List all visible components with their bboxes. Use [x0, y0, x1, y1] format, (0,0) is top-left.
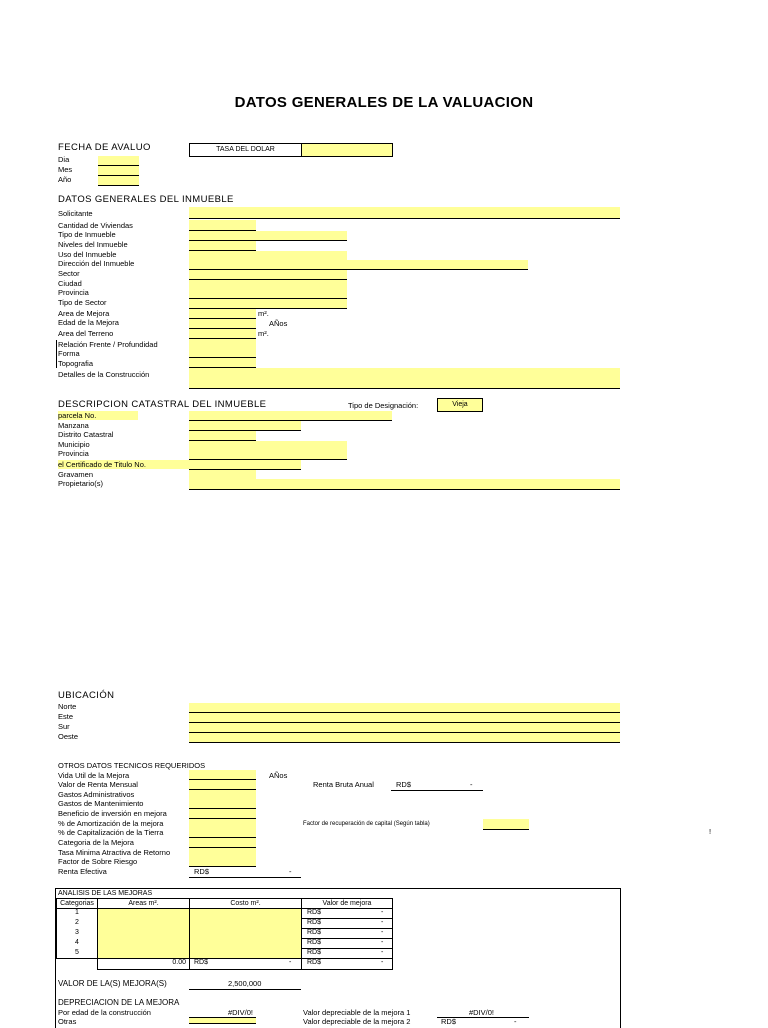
norte-label: Norte: [58, 702, 77, 711]
valor-1-currency: RD$: [307, 909, 322, 916]
dep2-label: Valor depreciable de la mejora 2: [303, 1017, 411, 1026]
cat-5: 5: [75, 949, 79, 956]
por-edad-label: Por edad de la construcción: [58, 1008, 151, 1017]
sobre-riesgo-label: Factor de Sobre Riesgo: [58, 857, 138, 866]
tipo-sector-label: Tipo de Sector: [58, 298, 107, 307]
tipo-designacion-select[interactable]: Vieja: [437, 398, 483, 412]
areas-input-column[interactable]: [97, 908, 190, 959]
renta-mensual-field[interactable]: [189, 780, 256, 790]
cat-1: 1: [75, 909, 79, 916]
dia-label: Dia: [58, 155, 70, 164]
col-valor: Valor de mejora: [301, 898, 393, 909]
propietario-field[interactable]: [189, 479, 620, 490]
manzana-field[interactable]: [189, 421, 301, 431]
detalles-field[interactable]: [189, 368, 620, 389]
gravamen-label: Gravamen: [58, 470, 94, 479]
costo-input-column[interactable]: [189, 908, 302, 959]
solicitante-field[interactable]: [189, 207, 620, 219]
mejoras-heading: ANALISIS DE LAS MEJORAS: [58, 890, 153, 897]
forma-field[interactable]: [189, 348, 256, 358]
valor-mejoras-label: VALOR DE LA(S) MEJORA(S): [58, 979, 167, 988]
capitalizacion-field[interactable]: [189, 828, 256, 838]
inmueble-heading: DATOS GENERALES DEL INMUEBLE: [58, 194, 234, 205]
vida-util-unit: AÑos: [269, 771, 288, 780]
renta-mensual-label: Valor de Renta Mensual: [58, 780, 138, 789]
niveles-field[interactable]: [189, 241, 256, 251]
direccion-field[interactable]: [189, 260, 528, 270]
edad-mejora-unit: AÑos: [269, 319, 288, 328]
oeste-field[interactable]: [189, 733, 620, 743]
valor-3-currency: RD$: [307, 929, 322, 936]
otras-field[interactable]: [189, 1018, 256, 1024]
tasa-dolar-label: TASA DEL DOLAR: [189, 143, 302, 157]
manzana-label: Manzana: [58, 421, 89, 430]
categoria-field[interactable]: [189, 838, 256, 848]
gastos-admin-label: Gastos Administrativos: [58, 790, 135, 799]
propietario-label: Propietario(s): [58, 479, 104, 488]
tipo-designacion-label: Tipo de Designación:: [348, 401, 419, 410]
topografia-field[interactable]: [189, 358, 256, 368]
sur-label: Sur: [58, 722, 70, 731]
total-area: 0.00: [172, 959, 186, 966]
valor-mejoras-value: 2,500,000: [228, 979, 262, 988]
dia-field[interactable]: [98, 156, 139, 166]
renta-efectiva-label: Renta Efectiva: [58, 867, 107, 876]
gastos-mant-label: Gastos de Mantenimiento: [58, 799, 144, 808]
sector-label: Sector: [58, 269, 80, 278]
capitalizacion-label: % de Capitalización de la Tierra: [58, 828, 164, 837]
mes-field[interactable]: [98, 166, 139, 176]
certificado-label: el Certificado de Titulo No.: [58, 460, 189, 469]
catastral-provincia-field[interactable]: [189, 450, 347, 460]
catastral-provincia-label: Provincia: [58, 449, 89, 458]
row-marker: [56, 340, 57, 368]
cat-2: 2: [75, 919, 79, 926]
side-mark: !: [709, 827, 712, 836]
valor-2-currency: RD$: [307, 919, 322, 926]
sur-field[interactable]: [189, 723, 620, 733]
valor-4-currency: RD$: [307, 939, 322, 946]
solicitante-label: Solicitante: [58, 209, 93, 218]
col-categorias: Categorias: [56, 898, 98, 909]
relacion-label: Relación Frente / Profundidad: [58, 340, 158, 349]
col-costo: Costo m².: [189, 898, 302, 909]
valor-5-currency: RD$: [307, 949, 322, 956]
parcela-field[interactable]: [189, 411, 392, 421]
cat-4: 4: [75, 939, 79, 946]
otras-label: Otras: [58, 1017, 77, 1026]
distrito-label: Distrito Catastral: [58, 430, 114, 439]
tasa-dolar-field[interactable]: [301, 143, 393, 157]
vida-util-field[interactable]: [189, 770, 256, 780]
tipo-inmueble-label: Tipo de Inmueble: [58, 230, 116, 239]
edad-mejora-field[interactable]: [189, 319, 256, 329]
total-cost-currency: RD$: [194, 959, 209, 966]
renta-efectiva-currency: RD$: [194, 867, 210, 876]
amortizacion-label: % de Amortización de la mejora: [58, 819, 164, 828]
sector-field[interactable]: [189, 270, 347, 280]
parcela-label: parcela No.: [58, 411, 138, 420]
renta-efectiva-value: -: [289, 867, 292, 876]
area-mejora-field[interactable]: [189, 309, 256, 319]
direccion-label: Dirección del Inmueble: [58, 259, 135, 268]
dep2-currency: RD$: [441, 1017, 457, 1026]
detalles-label: Detalles de la Construcción: [58, 370, 150, 379]
este-label: Este: [58, 712, 74, 721]
ciudad-label: Ciudad: [58, 279, 82, 288]
area-mejora-label: Area de Mejora: [58, 309, 110, 318]
total-valor-currency: RD$: [307, 959, 322, 966]
valor-5-value: -: [381, 949, 384, 956]
total-cost-value: -: [289, 959, 292, 966]
certificado-field[interactable]: [189, 460, 301, 470]
valor-1-value: -: [381, 909, 384, 916]
tipo-inmueble-field[interactable]: [189, 231, 347, 241]
oeste-label: Oeste: [58, 732, 79, 741]
area-terreno-label: Area del Terreno: [58, 329, 114, 338]
beneficio-field[interactable]: [189, 809, 256, 819]
area-terreno-field[interactable]: [189, 329, 256, 339]
gastos-mant-field[interactable]: [189, 799, 256, 809]
provincia-field[interactable]: [189, 289, 347, 299]
vida-util-label: Vida Util de la Mejora: [58, 771, 130, 780]
cantidad-viviendas-label: Cantidad de Viviendas: [58, 221, 133, 230]
norte-field[interactable]: [189, 703, 620, 713]
tecnicos-heading: OTROS DATOS TECNICOS REQUERIDOS: [58, 761, 206, 770]
renta-bruta-currency: RD$: [396, 780, 412, 789]
categoria-label: Categoria de la Mejora: [58, 838, 134, 847]
niveles-label: Niveles del Inmueble: [58, 240, 128, 249]
por-edad-value: #DIV/0!: [228, 1008, 254, 1017]
page-title: DATOS GENERALES DE LA VALUACION: [234, 94, 534, 111]
ubicacion-heading: UBICACIÓN: [58, 690, 115, 701]
valor-4-value: -: [381, 939, 384, 946]
factor-field[interactable]: [483, 819, 529, 830]
distrito-field[interactable]: [189, 431, 256, 441]
edad-mejora-label: Edad de la Mejora: [58, 318, 119, 327]
municipio-label: Municipio: [58, 440, 90, 449]
provincia-label: Provincia: [58, 288, 89, 297]
forma-label: Forma: [58, 349, 80, 358]
renta-bruta-value: -: [470, 780, 473, 789]
tasa-minima-label: Tasa Minima Atractiva de Retorno: [58, 848, 171, 857]
topografia-label: Topografia: [58, 359, 94, 368]
col-areas: Areas m².: [97, 898, 190, 909]
sobre-riesgo-field[interactable]: [189, 857, 256, 867]
dep2-value: -: [514, 1017, 517, 1026]
este-field[interactable]: [189, 713, 620, 723]
area-mejora-unit: m².: [258, 309, 269, 318]
uso-label: Uso del Inmueble: [58, 250, 117, 259]
dep1-value: #DIV/0!: [469, 1008, 495, 1017]
cat-3: 3: [75, 929, 79, 936]
renta-bruta-label: Renta Bruta Anual: [313, 780, 374, 789]
valor-3-value: -: [381, 929, 384, 936]
dep1-label: Valor depreciable de la mejora 1: [303, 1008, 411, 1017]
factor-label: Factor de recuperación de capital (Según tabla): [303, 821, 430, 827]
tipo-sector-field[interactable]: [189, 299, 347, 309]
total-valor-value: -: [381, 959, 384, 966]
cantidad-viviendas-field[interactable]: [189, 220, 256, 231]
ano-field[interactable]: [98, 176, 139, 186]
valor-2-value: -: [381, 919, 384, 926]
beneficio-label: Beneficio de inversión en mejora: [58, 809, 167, 818]
catastral-heading: DESCRIPCION CATASTRAL DEL INMUEBLE: [58, 399, 267, 410]
area-terreno-unit: m².: [258, 329, 269, 338]
fecha-heading: FECHA DE AVALUO: [58, 142, 151, 153]
ano-label: Año: [58, 175, 72, 184]
depreciacion-heading: DEPRECIACION DE LA MEJORA: [58, 998, 180, 1007]
mes-label: Mes: [58, 165, 73, 174]
